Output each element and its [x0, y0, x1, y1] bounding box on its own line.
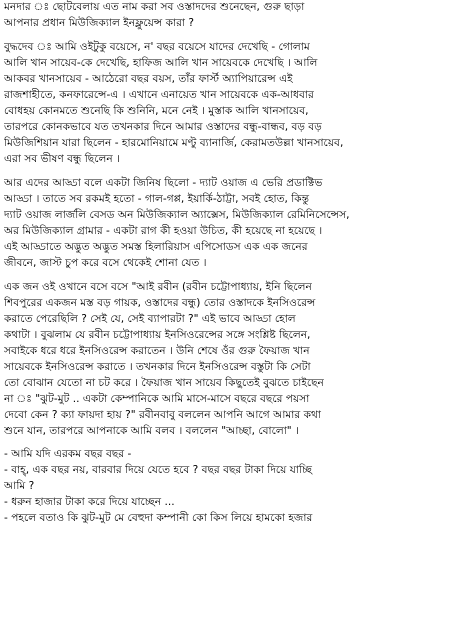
- paragraph-adda: [4, 175, 452, 271]
- text-line: তারপরে কোনকভাবে যত তখনকার দিনে আমার ওস্তাদের বন্ধু-বান্ধব, বড় বড়: [4, 121, 322, 133]
- text-line: না ঃ "ঝুট-মুট .. একটা কেম্পানিকে আমি মাসে-মাসে বছরে বছরে পয়সা: [4, 393, 310, 405]
- paragraph-question: [4, 0, 452, 31]
- text-line: শুনে যান, তারপরে আপনাকে আমি বলব । বললেন "আচ্ছা, বোলো" ।: [4, 425, 299, 437]
- text-line: এক জন ওই ওখানে বসে বসে "আই রবীন (রবীন চট্টোপাধ্যায়, ইনি ছিলেন: [4, 281, 312, 293]
- text-line: শিবপুরের একজন মস্ত বড় গায়ক, ওস্তাদের বন্ধু) তোর ওস্তাদকে ইনসিওরেন্স: [4, 297, 316, 309]
- text-line: দ্যাট ওয়াজ লার্জলি বেসড অন মিউজিক্যাল অ্যাক্সেস, মিউজিক্যাল রেমিনিসেন্সেস,: [4, 209, 350, 221]
- text-line: জীবনে, জাস্ট চুপ করে বসে থেকেই শোনা যেত ।: [4, 257, 207, 269]
- text-line: কথাটা । বুঝলাম যে রবীন চট্টোপাধ্যায় ইনসিওরেন্সের সঙ্গে সংশ্লিষ্ট ছিলেন,: [4, 329, 311, 341]
- paragraph-insurance-story: [4, 279, 452, 439]
- text-line: বোধহয় কোনমতে শুনেছি কি শুনিনি, মনে নেই । মুস্তাক আলি খানসায়েব,: [4, 105, 309, 117]
- text-line: আলি খান সায়েব-কে দেখেছি, হাফিজ আলি খান সায়েবকে দেখেছি । আলি: [4, 57, 318, 69]
- paragraph-dialogue: [4, 446, 452, 526]
- text-line: আর এদের আড্ডা বলে একটা জিনিষ ছিলো - দ্যাট ওয়াজ এ ভেরি প্রডাক্টিভ: [4, 177, 323, 189]
- text-line: দেবো কেন ? ক্যা ফায়দা হায় ?" রবীনবাবু বললেন আপনি আগে আমার কথা: [4, 409, 321, 421]
- text-line: সবাইকে ধরে ধরে ইনসিওরেন্স করাতেন । উনি শেষে ওঁর গুরু ফৈয়াজ খান: [4, 345, 310, 357]
- paragraph-gap: [4, 271, 452, 279]
- paragraph-gap: [4, 439, 452, 446]
- text-line: বুদ্ধদেব ঃ আমি ওইটুকু বয়েসে, ন' বছর বয়েসে যাদের দেখেছি - গোলাম: [4, 41, 310, 53]
- text-line: - বাহ্‌, এক বছর নয়, বারবার দিয়ে যেতে হবে ? বছর বছর টাকা দিয়ে যাচ্ছি: [4, 464, 312, 476]
- text-line: তো বোঝান যেতো না চট করে । ফৈয়াজ খান সায়েব কিছুতেই বুঝতে চাইছেন: [4, 377, 324, 389]
- text-line: এরা সব ভীষণ বন্ধু ছিলেন ।: [4, 153, 120, 165]
- text-line: সায়েবকে ইনসিওরেন্স করাতে । তখনকার দিনে ইনসিওরেন্স বস্তুটা কি সেটা: [4, 361, 311, 373]
- paragraph-gap: [4, 167, 452, 175]
- text-line: - আমি যদি এরকম বছর বছর -: [4, 448, 132, 460]
- text-line: - ধরুন হাজার টাকা করে দিয়ে যাচ্ছেন ...: [4, 496, 175, 508]
- text-line: আমি ?: [4, 480, 35, 492]
- text-line: আড্ডা । তাতে সব রকমই হতো - গাল-গপ্প, ইয়ার্কি-ঠাট্টা, সবই হোত, কিন্তু: [4, 193, 310, 205]
- text-line: করাতে পেরেছিলি ? সেই যে, সেই ব্যাপারটা ?" এই ভাবে আড্ডা হোল: [4, 313, 296, 325]
- text-line: রাজশাহীতে, কনফারেন্সে-এ । এখানে এনায়েত খান সায়েবকে এক-আধবার: [4, 89, 314, 101]
- text-line: অর মিউজিক্যাল গ্রামার - একটা রাগ কী হওয়া উচিত, কী হয়েছে না হয়েছে ।: [4, 225, 323, 237]
- paragraph-answer-influences: [4, 39, 452, 167]
- text-line: - পহলে বতাও কি ঝুট-মুট মে বেহুদা কম্পানী কো কিস লিয়ে হামকো হজার: [4, 512, 313, 524]
- text-line: মিউজিশিয়ান যারা ছিলেন - হারমোনিয়ামে মণ্টু ব্যানার্জি, কেরামতউল্লা খানসায়েব,: [4, 137, 344, 149]
- text-line: এই আড্ডাতে অদ্ভুত অদ্ভুত সমস্ত হিলারিয়াস এপিসোডস এক এক জনের: [4, 241, 308, 253]
- text-line: মনদার ঃ ছোটবেলায় এত নাম করা সব ওস্তাদদের শুনেছেন, গুরু ছাড়া: [4, 1, 305, 13]
- text-line: আপনার প্রধান মিউজিক্যাল ইনফ্লুয়েন্স কারা ?: [4, 17, 194, 29]
- text-line: আকবর খানসায়েব - আঠেরো বছর বয়স, তাঁর ফার্স্ট অ্যাপিয়ারেন্স এই: [4, 73, 293, 85]
- paragraph-gap: [4, 31, 452, 39]
